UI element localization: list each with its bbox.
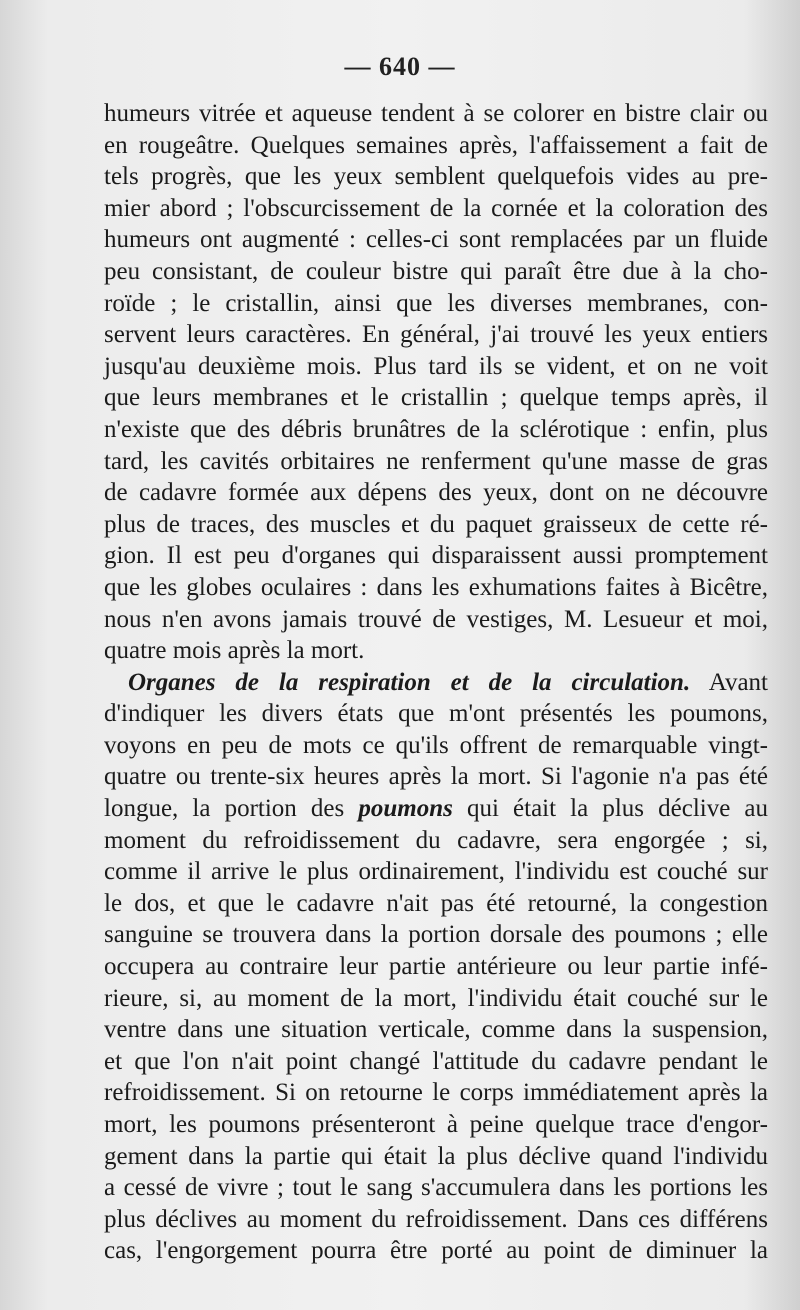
text-line: roïde ; le cristallin, ainsi que les diverses membranes, con- bbox=[104, 289, 768, 317]
text-line: de cadavre formée aux dépens des yeux, dont on ne découvre bbox=[104, 479, 768, 507]
section-heading: Organes de la respiration et de la circulation. bbox=[128, 668, 691, 696]
text-line: humeurs vitrée et aqueuse tendent à se colorer en bistre clair ou bbox=[104, 100, 768, 127]
text-fragment: qui était la plus déclive au bbox=[466, 795, 769, 823]
text-line: servent leurs caractères. En général, j'ai trouvé les yeux entiers bbox=[104, 321, 768, 349]
text-line: d'indiquer les divers états que m'ont présentés les poumons, bbox=[104, 700, 768, 728]
text-line-with-emphasis bbox=[104, 793, 768, 825]
section-heading-line bbox=[104, 667, 768, 699]
text-line: cas, l'engorgement pourra être porté au point de diminuer la bbox=[104, 1237, 768, 1265]
page-number: — 640 — bbox=[344, 52, 456, 81]
body-text bbox=[104, 98, 768, 1267]
text-line: quatre ou trente-six heures après la mort. Si l'agonie n'a pas été bbox=[104, 763, 768, 791]
text-line: plus de traces, des muscles et du paquet graisseux de cette ré- bbox=[104, 510, 768, 538]
text-line: comme il arrive le plus ordinairement, l'individu est couché sur bbox=[104, 858, 768, 886]
text-line: que les globes oculaires : dans les exhumations faites à Bicêtre, bbox=[104, 573, 768, 601]
text-line: peu consistant, de couleur bistre qui paraît être due à la cho- bbox=[104, 257, 768, 285]
text-line: nous n'en avons jamais trouvé de vestiges, M. Lesueur et moi, bbox=[104, 605, 768, 633]
text-line: moment du refroidissement du cadavre, sera engorgée ; si, bbox=[104, 826, 768, 854]
text-line: tels progrès, que les yeux semblent quelquefois vides au pre- bbox=[104, 163, 768, 191]
text-line: ventre dans une situation verticale, comme dans la suspension, bbox=[104, 1016, 768, 1044]
text-line: a cessé de vivre ; tout le sang s'accumulera dans les portions les bbox=[104, 1174, 768, 1202]
text-line: occupera au contraire leur partie antérieure ou leur partie infé- bbox=[104, 953, 768, 981]
text-fragment: Avant bbox=[708, 668, 768, 696]
emphasized-word: poumons bbox=[358, 795, 453, 823]
text-line: plus déclives au moment du refroidissement. Dans ces différens bbox=[104, 1205, 768, 1233]
text-line: voyons en peu de mots ce qu'ils offrent de remarquable vingt- bbox=[104, 731, 768, 759]
text-line: quatre mois après la mort. bbox=[104, 637, 365, 665]
text-line: tard, les cavités orbitaires ne renferment qu'une masse de gras bbox=[104, 447, 768, 475]
text-line: en rougeâtre. Quelques semaines après, l'affaissement a fait de bbox=[104, 131, 768, 159]
text-line: mier abord ; l'obscurcissement de la cornée et la coloration des bbox=[104, 194, 768, 222]
text-line: jusqu'au deuxième mois. Plus tard ils se vident, et on ne voit bbox=[104, 352, 768, 380]
text-line: rieure, si, au moment de la mort, l'individu était couché sur le bbox=[104, 984, 768, 1012]
text-fragment: longue, la portion des bbox=[104, 795, 345, 823]
text-line: refroidissement. Si on retourne le corps immédiatement après la bbox=[104, 1079, 768, 1107]
text-line: n'existe que des débris brunâtres de la sclérotique : enfin, plus bbox=[104, 415, 768, 443]
text-line: et que l'on n'ait point changé l'attitude du cadavre pendant le bbox=[104, 1047, 768, 1075]
text-line: gion. Il est peu d'organes qui disparaissent aussi promptement bbox=[104, 542, 768, 570]
text-line: le dos, et que le cadavre n'ait pas été retourné, la congestion bbox=[104, 889, 768, 917]
text-line: humeurs ont augmenté : celles-ci sont remplacées par un fluide bbox=[104, 226, 768, 254]
text-line: mort, les poumons présenteront à peine quelque trace d'engor- bbox=[104, 1111, 768, 1138]
text-line: gement dans la partie qui était la plus déclive quand l'individu bbox=[104, 1142, 768, 1170]
text-line: que leurs membranes et le cristallin ; quelque temps après, il bbox=[104, 384, 768, 412]
text-line: sanguine se trouvera dans la portion dorsale des poumons ; elle bbox=[104, 921, 768, 949]
